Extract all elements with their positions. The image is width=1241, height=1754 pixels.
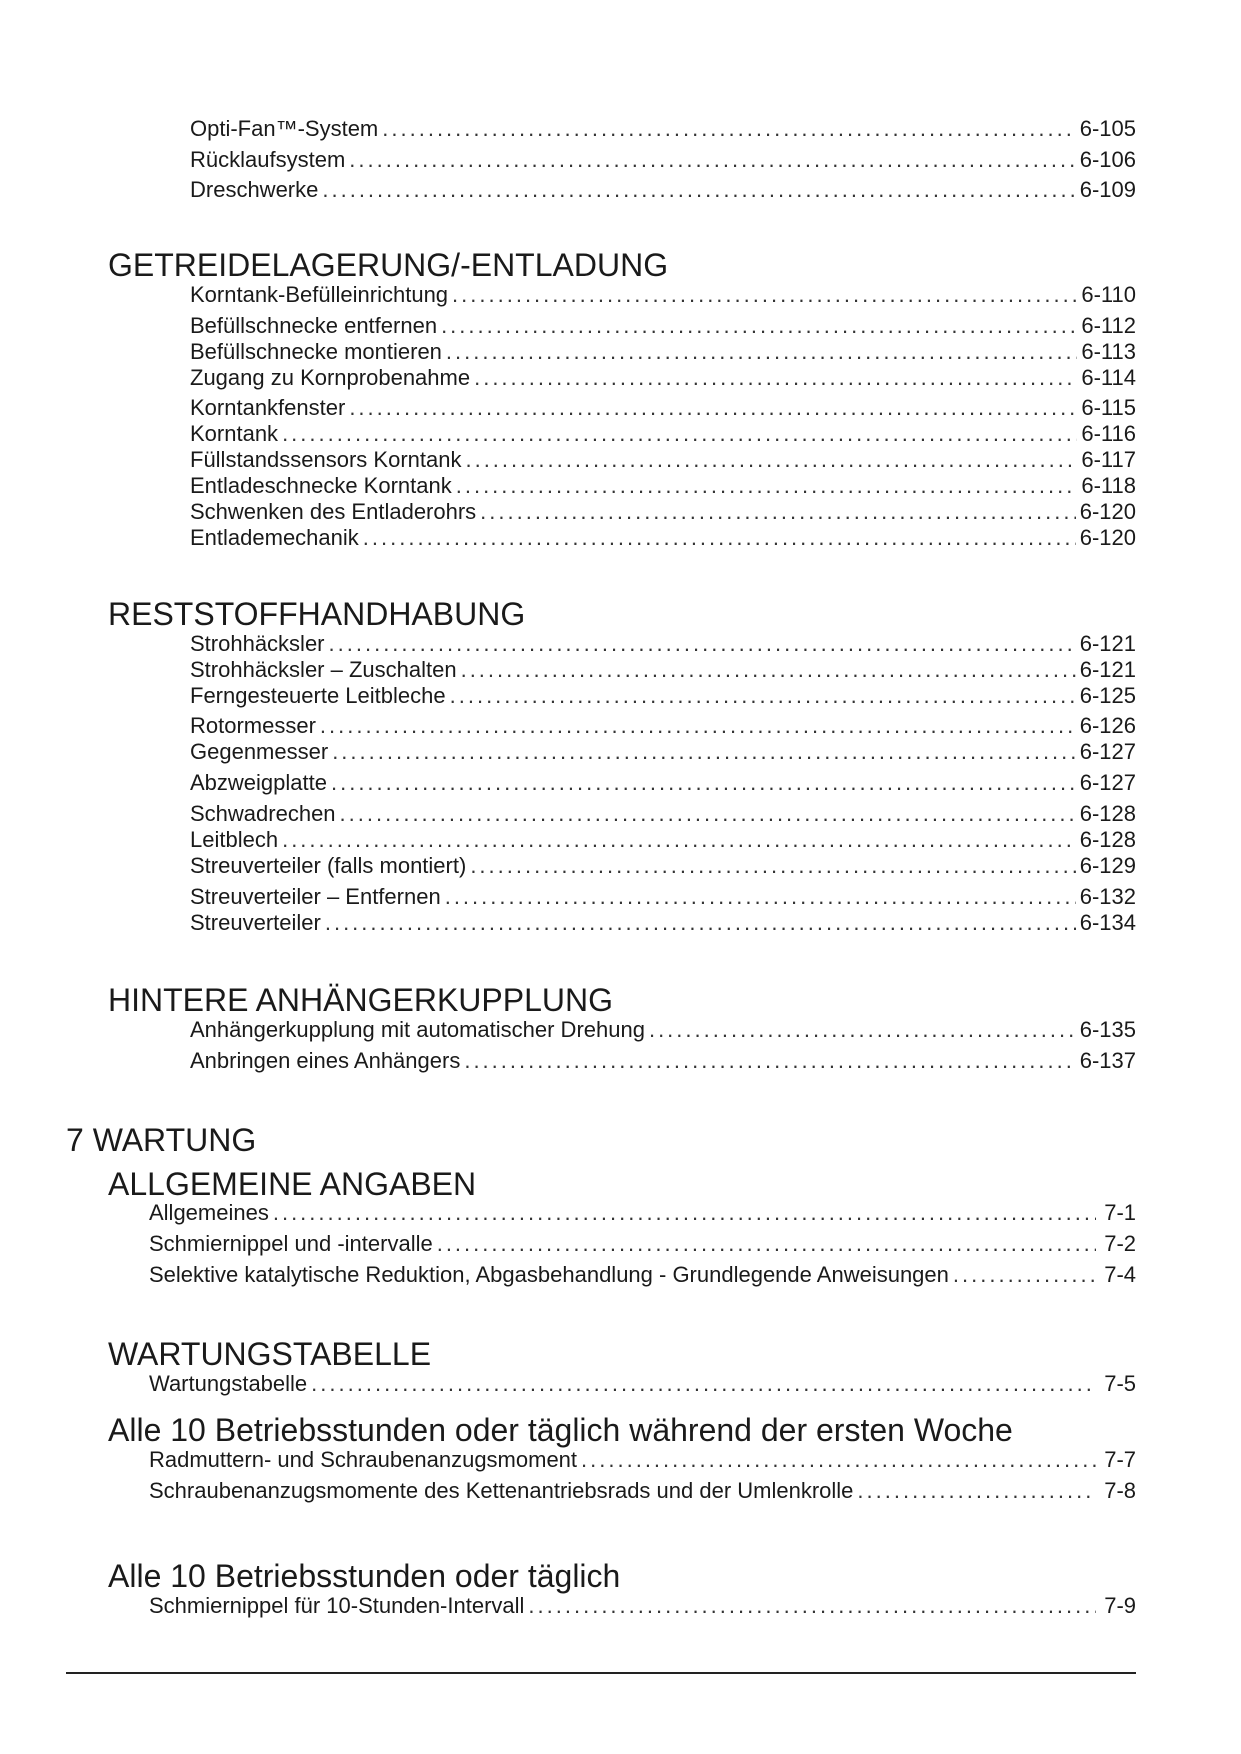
toc-entry[interactable]	[190, 713, 1136, 739]
toc-entry[interactable]	[190, 683, 1136, 709]
toc-entry-page: 6-129	[1079, 853, 1136, 878]
toc-entry-title: Dreschwerke	[190, 177, 319, 202]
section-heading: Alle 10 Betriebsstunden oder täglich	[108, 1558, 621, 1594]
section-heading: Alle 10 Betriebsstunden oder täglich während der ersten Woche	[108, 1412, 1013, 1448]
dot-leader	[325, 910, 1076, 936]
toc-entry-page: 6-106	[1079, 147, 1136, 172]
toc-entry-page: 6-121	[1079, 631, 1136, 656]
dot-leader	[282, 827, 1076, 853]
toc-entry-title: Schmiernippel für 10-Stunden-Intervall	[149, 1593, 525, 1618]
toc-entry-page: 6-114	[1081, 365, 1136, 390]
toc-entry[interactable]	[190, 339, 1136, 365]
toc-entry[interactable]	[190, 447, 1136, 473]
toc-entry-title: Anhängerkupplung mit automatischer Drehung	[190, 1017, 645, 1042]
toc-entry-page: 6-116	[1081, 421, 1136, 446]
toc-entry-page: 6-105	[1079, 116, 1136, 141]
dot-leader	[363, 525, 1076, 551]
toc-entry[interactable]	[190, 739, 1136, 765]
toc-entry-page: 6-113	[1081, 339, 1136, 364]
toc-entry-title: Selektive katalytische Reduktion, Abgasbehandlung - Grundlegende Anweisungen	[149, 1262, 949, 1287]
toc-entry[interactable]	[190, 313, 1136, 339]
toc-entry-title: Opti-Fan™-System	[190, 116, 379, 141]
dot-leader	[450, 683, 1076, 709]
toc-entry[interactable]	[149, 1593, 1136, 1619]
dot-leader	[446, 339, 1077, 365]
toc-entry-page: 6-128	[1079, 827, 1136, 852]
toc-entry[interactable]	[149, 1478, 1136, 1504]
toc-entry-title: Korntank	[190, 421, 279, 446]
toc-entry-page: 6-117	[1081, 447, 1136, 472]
toc-entry-page: 6-135	[1079, 1017, 1136, 1042]
toc-entry-title: Rücklaufsystem	[190, 147, 346, 172]
toc-entry-page: 7-4	[1104, 1262, 1136, 1287]
toc-entry[interactable]	[149, 1447, 1136, 1473]
toc-entry[interactable]	[190, 770, 1136, 796]
toc-entry-page: 6-127	[1079, 739, 1136, 764]
dot-leader	[382, 116, 1075, 142]
toc-entry-title: Schwadrechen	[190, 801, 336, 826]
toc-entry-title: Radmuttern- und Schraubenanzugsmoment	[149, 1447, 578, 1472]
toc-entry-page: 6-112	[1081, 313, 1136, 338]
toc-entry-page: 6-137	[1079, 1048, 1136, 1073]
toc-entry-title: Streuverteiler	[190, 910, 321, 935]
toc-entry-title: Wartungstabelle	[149, 1371, 308, 1396]
dot-leader	[480, 499, 1076, 525]
toc-entry[interactable]	[190, 853, 1136, 879]
dot-leader	[349, 395, 1077, 421]
toc-entry-title: Leitblech	[190, 827, 279, 852]
toc-entry-title: Gegenmesser	[190, 739, 329, 764]
dot-leader	[311, 1371, 1096, 1397]
toc-entry-page: 6-134	[1079, 910, 1136, 935]
toc-entry-title: Strohhäcksler	[190, 631, 325, 656]
dot-leader	[437, 1231, 1096, 1257]
dot-leader	[329, 631, 1076, 657]
dot-leader	[452, 282, 1077, 308]
toc-entry-title: Befüllschnecke entfernen	[190, 313, 438, 338]
toc-entry-page: 6-132	[1079, 884, 1136, 909]
toc-entry-page: 6-115	[1081, 395, 1136, 420]
toc-entry[interactable]	[190, 910, 1136, 936]
toc-entry[interactable]	[190, 499, 1136, 525]
toc-entry-title: Zugang zu Kornprobenahme	[190, 365, 471, 390]
toc-entry-title: Korntankfenster	[190, 395, 346, 420]
toc-entry[interactable]	[190, 525, 1136, 551]
toc-entry-title: Ferngesteuerte Leitbleche	[190, 683, 446, 708]
toc-entry[interactable]	[190, 827, 1136, 853]
toc-entry[interactable]	[190, 421, 1136, 447]
dot-leader	[340, 801, 1076, 827]
dot-leader	[332, 739, 1076, 765]
toc-entry-title: Schwenken des Entladerohrs	[190, 499, 477, 524]
toc-entry[interactable]	[149, 1231, 1136, 1257]
toc-entry-title: Allgemeines	[149, 1200, 269, 1225]
dot-leader	[456, 473, 1078, 499]
toc-entry-title: Schraubenanzugsmomente des Kettenantriebsrads und der Umlenkrolle	[149, 1478, 854, 1503]
dot-leader	[349, 147, 1075, 173]
chapter-title: 7 WARTUNG	[66, 1122, 257, 1158]
toc-entry[interactable]	[190, 395, 1136, 421]
toc-entry-page: 7-9	[1104, 1593, 1136, 1618]
toc-entry-page: 7-1	[1104, 1200, 1136, 1225]
section-heading: GETREIDELAGERUNG/-ENTLADUNG	[108, 247, 669, 283]
section-heading: HINTERE ANHÄNGERKUPPLUNG	[108, 982, 613, 1018]
toc-entry[interactable]	[190, 1048, 1136, 1074]
toc-entry[interactable]	[190, 631, 1136, 657]
toc-entry[interactable]	[149, 1200, 1136, 1226]
toc-entry[interactable]	[149, 1371, 1136, 1397]
toc-entry-page: 7-5	[1104, 1371, 1136, 1396]
dot-leader	[322, 177, 1075, 203]
dot-leader	[441, 313, 1077, 339]
toc-entry-page: 6-125	[1079, 683, 1136, 708]
toc-entry[interactable]	[190, 282, 1136, 308]
toc-entry-title: Schmiernippel und -intervalle	[149, 1231, 433, 1256]
toc-entry-page: 7-8	[1104, 1478, 1136, 1503]
toc-entry-title: Streuverteiler (falls montiert)	[190, 853, 467, 878]
dot-leader	[320, 713, 1076, 739]
dot-leader	[282, 421, 1077, 447]
toc-entry-title: Füllstandssensors Korntank	[190, 447, 462, 472]
dot-leader	[581, 1447, 1096, 1473]
toc-entry-page: 6-120	[1079, 525, 1136, 550]
toc-entry[interactable]	[190, 147, 1136, 173]
dot-leader	[528, 1593, 1096, 1619]
toc-entry[interactable]	[190, 657, 1136, 683]
toc-entry-page: 6-121	[1079, 657, 1136, 682]
footer-rule	[66, 1672, 1136, 1674]
toc-entry-title: Entladeschnecke Korntank	[190, 473, 452, 498]
toc-entry[interactable]	[190, 177, 1136, 203]
toc-entry-page: 7-7	[1104, 1447, 1136, 1472]
dot-leader	[273, 1200, 1096, 1226]
toc-entry-page: 6-127	[1079, 770, 1136, 795]
toc-entry[interactable]	[190, 884, 1136, 910]
toc-entry-title: Anbringen eines Anhängers	[190, 1048, 461, 1073]
dot-leader	[465, 447, 1077, 473]
dot-leader	[857, 1478, 1096, 1504]
toc-entry-title: Korntank-Befülleinrichtung	[190, 282, 449, 307]
dot-leader	[649, 1017, 1076, 1043]
dot-leader	[470, 853, 1075, 879]
toc-entry-page: 6-126	[1079, 713, 1136, 738]
toc-entry-title: Entlademechanik	[190, 525, 359, 550]
toc-entry[interactable]	[190, 116, 1136, 142]
section-heading: RESTSTOFFHANDHABUNG	[108, 596, 526, 632]
toc-entry-title: Rotormesser	[190, 713, 316, 738]
dot-leader	[461, 657, 1076, 683]
dot-leader	[445, 884, 1076, 910]
toc-entry-title: Strohhäcksler – Zuschalten	[190, 657, 457, 682]
toc-entry[interactable]	[190, 1017, 1136, 1043]
toc-entry-page: 7-2	[1104, 1231, 1136, 1256]
dot-leader	[464, 1048, 1075, 1074]
toc-entry-page: 6-128	[1079, 801, 1136, 826]
dot-leader	[331, 770, 1076, 796]
toc-entry[interactable]	[190, 365, 1136, 391]
toc-entry[interactable]	[190, 801, 1136, 827]
toc-entry-page: 6-109	[1079, 177, 1136, 202]
section-heading: WARTUNGSTABELLE	[108, 1336, 432, 1372]
toc-entry-page: 6-110	[1081, 282, 1136, 307]
toc-entry-page: 6-118	[1081, 473, 1136, 498]
toc-entry-title: Streuverteiler – Entfernen	[190, 884, 441, 909]
toc-entry-page: 6-120	[1079, 499, 1136, 524]
dot-leader	[474, 365, 1077, 391]
section-heading: ALLGEMEINE ANGABEN	[108, 1166, 477, 1202]
toc-entry[interactable]	[149, 1262, 1136, 1288]
toc-entry-title: Abzweigplatte	[190, 770, 327, 795]
toc-entry-title: Befüllschnecke montieren	[190, 339, 442, 364]
toc-entry[interactable]	[190, 473, 1136, 499]
dot-leader	[953, 1262, 1096, 1288]
